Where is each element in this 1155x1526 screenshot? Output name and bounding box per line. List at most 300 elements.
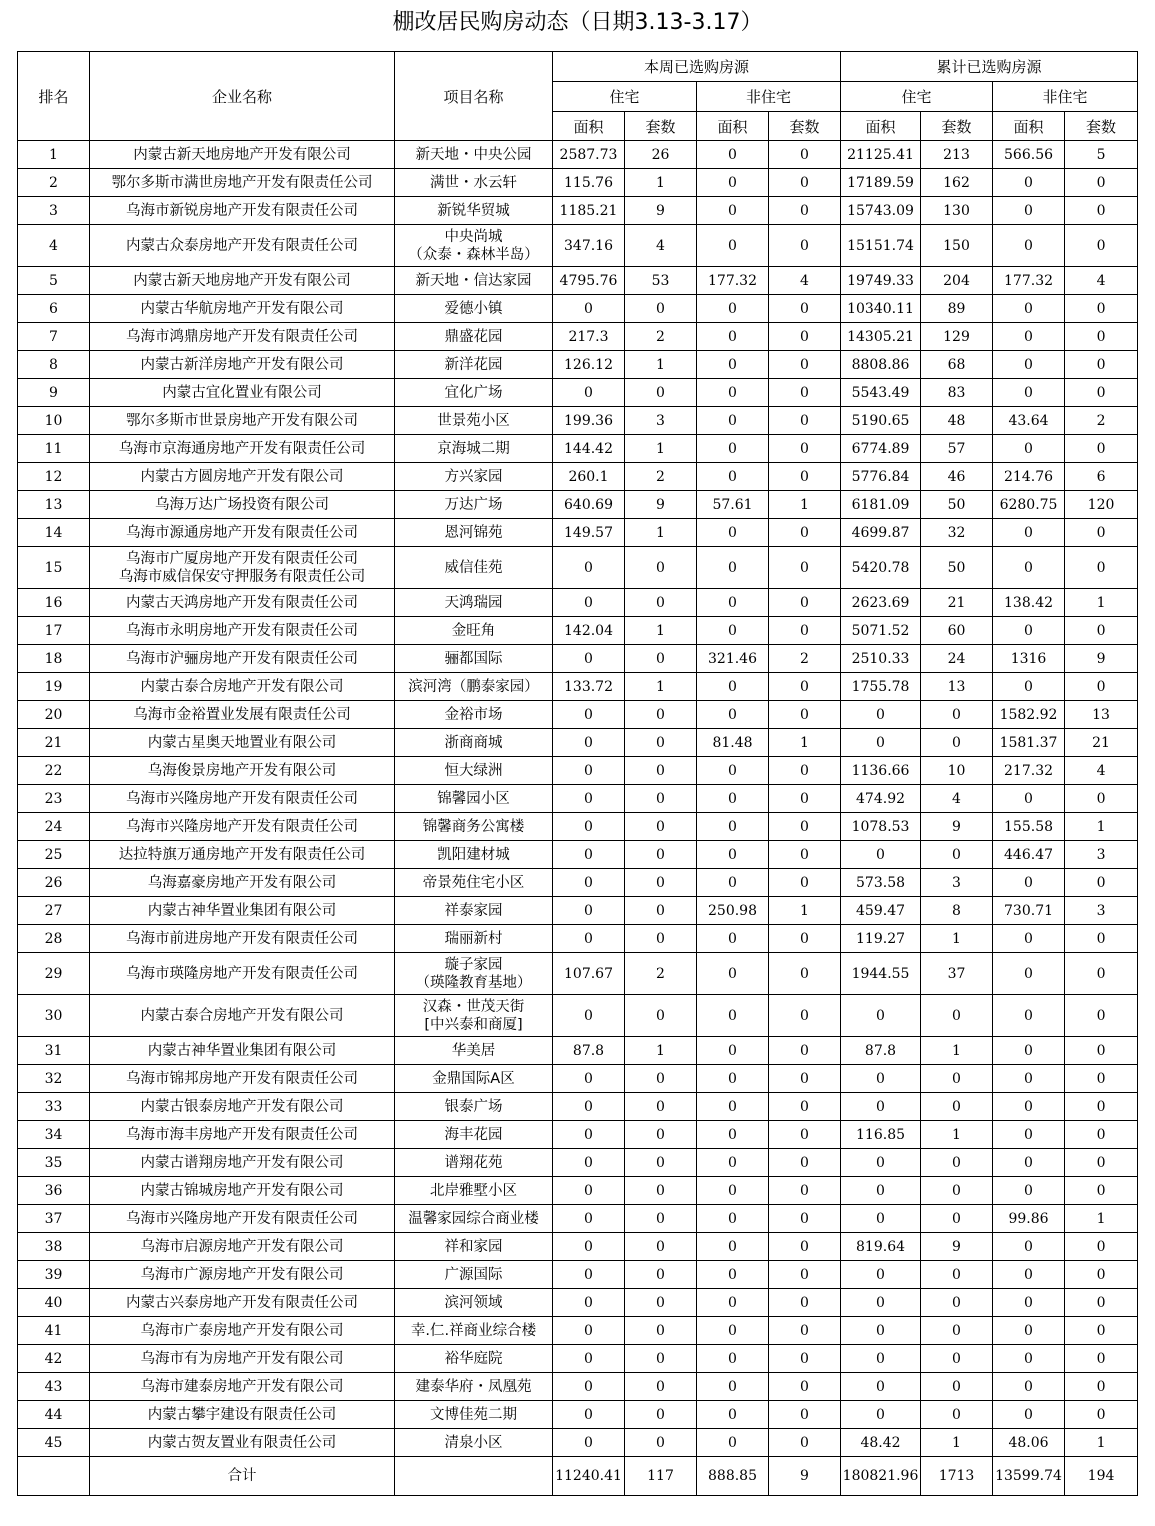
company-cell (90, 673, 395, 701)
project-cell (395, 519, 553, 547)
week-res-units-cell: 9 (625, 197, 697, 225)
cum-res-area-cell: 6774.89 (841, 435, 921, 463)
project-cell-line: 幸.仁.祥商业综合楼 (410, 1322, 537, 1339)
rank-cell: 5 (18, 267, 90, 295)
table-row (18, 1205, 1138, 1233)
cum-nonres-area-cell: 1582.92 (993, 701, 1065, 729)
project-cell (395, 295, 553, 323)
week-res-units-cell: 0 (625, 1065, 697, 1093)
header-area: 面积 (993, 112, 1065, 141)
company-cell-line: 乌海市瑛隆房地产开发有限责任公司 (126, 965, 358, 982)
week-nonres-units-cell: 0 (769, 351, 841, 379)
cum-nonres-area-cell: 446.47 (993, 841, 1065, 869)
week-nonres-units-cell: 0 (769, 701, 841, 729)
cum-res-units-cell: 89 (921, 295, 993, 323)
cum-nonres-area-cell: 48.06 (993, 1429, 1065, 1457)
week-res-units-cell: 0 (625, 897, 697, 925)
rank-cell: 24 (18, 813, 90, 841)
project-cell-line: 万达广场 (444, 496, 503, 513)
company-cell-line: 内蒙古神华置业集团有限公司 (147, 902, 337, 919)
cum-nonres-area-cell: 0 (993, 225, 1065, 267)
week-res-units-cell: 0 (625, 1373, 697, 1401)
company-cell (90, 1317, 395, 1345)
cum-nonres-units-cell: 0 (1065, 197, 1138, 225)
cum-nonres-units-cell: 0 (1065, 1093, 1138, 1121)
cum-nonres-area-cell: 0 (993, 197, 1065, 225)
header-area: 面积 (841, 112, 921, 141)
company-cell-line: 乌海俊景房地产开发有限公司 (147, 762, 337, 779)
week-res-units-cell: 0 (625, 1149, 697, 1177)
week-res-area-cell: 0 (553, 757, 625, 785)
company-cell-line: 乌海市金裕置业发展有限责任公司 (133, 706, 351, 723)
project-cell-line: 北岸雅墅小区 (430, 1182, 517, 1199)
cum-nonres-area-cell: 6280.75 (993, 491, 1065, 519)
company-cell (90, 701, 395, 729)
rank-cell: 8 (18, 351, 90, 379)
cum-nonres-units-cell: 2 (1065, 407, 1138, 435)
cum-nonres-area-cell: 214.76 (993, 463, 1065, 491)
company-cell (90, 197, 395, 225)
table-row (18, 953, 1138, 995)
company-cell (90, 1261, 395, 1289)
header-area: 面积 (697, 112, 769, 141)
rank-cell: 34 (18, 1121, 90, 1149)
project-cell (395, 435, 553, 463)
cum-nonres-units-cell: 1 (1065, 813, 1138, 841)
week-nonres-area-cell: 0 (697, 701, 769, 729)
rank-cell: 22 (18, 757, 90, 785)
cum-nonres-units-cell: 0 (1065, 673, 1138, 701)
project-cell-line: （众泰・森林半岛） (408, 246, 539, 263)
week-res-area-cell: 0 (553, 645, 625, 673)
cum-res-units-cell: 0 (921, 1177, 993, 1205)
table-row (18, 267, 1138, 295)
rank-cell: 14 (18, 519, 90, 547)
cum-res-units-cell: 0 (921, 995, 993, 1037)
cum-res-area-cell: 1078.53 (841, 813, 921, 841)
week-nonres-area-cell: 0 (697, 225, 769, 267)
week-res-area-cell: 199.36 (553, 407, 625, 435)
total-cum-res-area: 180821.96 (841, 1457, 921, 1496)
cum-res-area-cell: 17189.59 (841, 169, 921, 197)
cum-res-units-cell: 9 (921, 813, 993, 841)
company-cell-line: 内蒙古泰合房地产开发有限公司 (140, 678, 344, 695)
company-cell-line: 乌海市兴隆房地产开发有限责任公司 (126, 790, 358, 807)
project-cell-line: 汉森・世茂天街 (422, 998, 525, 1015)
project-cell-line: 恩河锦苑 (444, 524, 503, 541)
cum-res-units-cell: 0 (921, 1065, 993, 1093)
company-cell-line: 内蒙古泰合房地产开发有限公司 (140, 1007, 344, 1024)
week-nonres-units-cell: 0 (769, 519, 841, 547)
cum-nonres-units-cell: 0 (1065, 1065, 1138, 1093)
rank-cell: 9 (18, 379, 90, 407)
project-cell-line: 天鸿瑞园 (444, 594, 503, 611)
week-nonres-units-cell: 0 (769, 1093, 841, 1121)
week-res-area-cell: 0 (553, 897, 625, 925)
project-cell (395, 1289, 553, 1317)
header-week-residential: 住宅 (553, 82, 697, 112)
week-res-units-cell: 0 (625, 1429, 697, 1457)
week-res-units-cell: 1 (625, 169, 697, 197)
cum-res-area-cell: 0 (841, 1345, 921, 1373)
table-row (18, 1149, 1138, 1177)
cum-res-area-cell: 0 (841, 1177, 921, 1205)
project-cell-line: 中央尚城 (444, 228, 503, 245)
company-cell (90, 617, 395, 645)
rank-cell: 19 (18, 673, 90, 701)
cum-nonres-area-cell: 0 (993, 953, 1065, 995)
cum-nonres-units-cell: 0 (1065, 435, 1138, 463)
cum-res-units-cell: 0 (921, 841, 993, 869)
cum-res-units-cell: 0 (921, 1289, 993, 1317)
cum-res-units-cell: 0 (921, 1205, 993, 1233)
cum-nonres-units-cell: 0 (1065, 1121, 1138, 1149)
week-nonres-area-cell: 0 (697, 1233, 769, 1261)
table-row (18, 1401, 1138, 1429)
cum-nonres-area-cell: 566.56 (993, 141, 1065, 169)
cum-res-units-cell: 68 (921, 351, 993, 379)
rank-cell: 40 (18, 1289, 90, 1317)
company-cell (90, 925, 395, 953)
project-cell-line: 方兴家园 (444, 468, 503, 485)
cum-nonres-units-cell: 0 (1065, 995, 1138, 1037)
project-cell-line: 祥和家园 (444, 1238, 503, 1255)
cum-nonres-units-cell: 6 (1065, 463, 1138, 491)
total-project-cell (395, 1457, 553, 1496)
cum-res-units-cell: 13 (921, 673, 993, 701)
project-cell-line: 锦馨商务公寓楼 (422, 818, 525, 835)
week-nonres-units-cell: 0 (769, 995, 841, 1037)
cum-res-units-cell: 0 (921, 1149, 993, 1177)
week-res-area-cell: 0 (553, 1233, 625, 1261)
week-nonres-units-cell: 1 (769, 491, 841, 519)
week-res-units-cell: 0 (625, 757, 697, 785)
cum-res-area-cell: 0 (841, 841, 921, 869)
company-cell-line: 内蒙古神华置业集团有限公司 (147, 1042, 337, 1059)
cum-res-units-cell: 1 (921, 925, 993, 953)
header-area: 面积 (553, 112, 625, 141)
cum-nonres-units-cell: 0 (1065, 1289, 1138, 1317)
week-nonres-units-cell: 0 (769, 1065, 841, 1093)
table-row (18, 1065, 1138, 1093)
week-res-area-cell: 0 (553, 1093, 625, 1121)
cum-nonres-units-cell: 0 (1065, 295, 1138, 323)
cum-res-units-cell: 1 (921, 1429, 993, 1457)
header-cumulative: 累计已选购房源 (841, 52, 1138, 82)
project-cell-line: 谱翔花苑 (444, 1154, 503, 1171)
project-cell (395, 351, 553, 379)
company-cell-line: 乌海市建泰房地产开发有限公司 (140, 1378, 344, 1395)
project-cell (395, 1177, 553, 1205)
company-cell (90, 267, 395, 295)
cum-nonres-units-cell: 120 (1065, 491, 1138, 519)
rank-cell: 16 (18, 589, 90, 617)
cum-nonres-area-cell: 99.86 (993, 1205, 1065, 1233)
cum-nonres-units-cell: 0 (1065, 1345, 1138, 1373)
page-title: 棚改居民购房动态（日期3.13-3.17） (392, 10, 763, 35)
week-nonres-area-cell: 0 (697, 141, 769, 169)
table-row (18, 141, 1138, 169)
company-cell (90, 547, 395, 589)
week-res-units-cell: 0 (625, 869, 697, 897)
rank-cell: 15 (18, 547, 90, 589)
week-nonres-units-cell: 0 (769, 463, 841, 491)
cum-res-area-cell: 1944.55 (841, 953, 921, 995)
week-nonres-units-cell: 1 (769, 729, 841, 757)
week-nonres-units-cell: 0 (769, 925, 841, 953)
cum-res-units-cell: 0 (921, 1261, 993, 1289)
table-row (18, 1429, 1138, 1457)
cum-res-units-cell: 8 (921, 897, 993, 925)
week-res-area-cell: 0 (553, 1429, 625, 1457)
company-cell-line: 内蒙古贺友置业有限责任公司 (147, 1434, 337, 1451)
rank-cell: 33 (18, 1093, 90, 1121)
week-nonres-area-cell: 0 (697, 295, 769, 323)
week-nonres-area-cell: 250.98 (697, 897, 769, 925)
week-res-area-cell: 0 (553, 925, 625, 953)
week-res-units-cell: 0 (625, 645, 697, 673)
cum-res-units-cell: 0 (921, 701, 993, 729)
table-row (18, 323, 1138, 351)
company-cell-line: 内蒙古方圆房地产开发有限公司 (140, 468, 344, 485)
company-cell-line: 内蒙古新洋房地产开发有限公司 (140, 356, 344, 373)
total-cum-nonres-units: 194 (1065, 1457, 1138, 1496)
week-res-units-cell: 2 (625, 953, 697, 995)
project-cell (395, 1205, 553, 1233)
week-nonres-area-cell: 0 (697, 589, 769, 617)
header-company: 企业名称 (90, 52, 395, 141)
rank-cell: 28 (18, 925, 90, 953)
week-res-units-cell: 3 (625, 407, 697, 435)
week-res-units-cell: 1 (625, 1037, 697, 1065)
week-res-units-cell: 2 (625, 463, 697, 491)
cum-nonres-units-cell: 0 (1065, 351, 1138, 379)
project-cell (395, 1429, 553, 1457)
cum-res-units-cell: 9 (921, 1233, 993, 1261)
company-cell (90, 1205, 395, 1233)
company-cell-line: 乌海市广厦房地产开发有限责任公司 (126, 550, 358, 567)
company-cell-line: 乌海市前进房地产开发有限责任公司 (126, 930, 358, 947)
company-cell (90, 1093, 395, 1121)
week-nonres-units-cell: 0 (769, 953, 841, 995)
project-cell (395, 1233, 553, 1261)
project-cell-line: 凯阳建材城 (437, 846, 510, 863)
company-cell-line: 内蒙古宜化置业有限公司 (162, 384, 322, 401)
header-units: 套数 (1065, 112, 1138, 141)
project-cell (395, 1317, 553, 1345)
cum-res-area-cell: 5071.52 (841, 617, 921, 645)
table-row (18, 701, 1138, 729)
project-cell (395, 1373, 553, 1401)
week-nonres-area-cell: 0 (697, 785, 769, 813)
project-cell (395, 463, 553, 491)
project-cell-line: 瑞丽新村 (444, 930, 503, 947)
table-row (18, 729, 1138, 757)
week-nonres-area-cell: 0 (697, 1317, 769, 1345)
cum-nonres-area-cell: 0 (993, 995, 1065, 1037)
week-nonres-area-cell: 0 (697, 813, 769, 841)
week-res-area-cell: 0 (553, 813, 625, 841)
company-cell (90, 1345, 395, 1373)
table-row (18, 1317, 1138, 1345)
company-cell-line: 内蒙古谱翔房地产开发有限公司 (140, 1154, 344, 1171)
week-res-area-cell: 0 (553, 1065, 625, 1093)
table-row (18, 925, 1138, 953)
week-nonres-area-cell: 0 (697, 925, 769, 953)
company-cell-line: 乌海市有为房地产开发有限公司 (140, 1350, 344, 1367)
week-nonres-area-cell: 0 (697, 1037, 769, 1065)
cum-res-units-cell: 0 (921, 1345, 993, 1373)
week-nonres-units-cell: 0 (769, 617, 841, 645)
project-cell (395, 491, 553, 519)
cum-nonres-units-cell: 3 (1065, 841, 1138, 869)
week-res-units-cell: 0 (625, 1317, 697, 1345)
table-row (18, 1289, 1138, 1317)
cum-res-area-cell: 10340.11 (841, 295, 921, 323)
company-cell (90, 323, 395, 351)
week-res-units-cell: 0 (625, 379, 697, 407)
table-row (18, 841, 1138, 869)
table-row (18, 295, 1138, 323)
cum-nonres-units-cell: 9 (1065, 645, 1138, 673)
table-row (18, 897, 1138, 925)
cum-nonres-area-cell: 217.32 (993, 757, 1065, 785)
project-cell (395, 1345, 553, 1373)
rank-cell: 7 (18, 323, 90, 351)
cum-res-area-cell: 474.92 (841, 785, 921, 813)
project-cell-line: 新锐华贸城 (437, 202, 510, 219)
cum-res-units-cell: 32 (921, 519, 993, 547)
week-res-area-cell: 2587.73 (553, 141, 625, 169)
week-nonres-area-cell: 0 (697, 995, 769, 1037)
week-res-units-cell: 0 (625, 1345, 697, 1373)
project-cell-line: 海丰花园 (444, 1126, 503, 1143)
project-cell (395, 995, 553, 1037)
table-row (18, 379, 1138, 407)
project-cell (395, 407, 553, 435)
week-res-units-cell: 26 (625, 141, 697, 169)
rank-cell: 35 (18, 1149, 90, 1177)
week-res-units-cell: 0 (625, 1289, 697, 1317)
cum-nonres-units-cell: 0 (1065, 519, 1138, 547)
cum-nonres-area-cell: 0 (993, 617, 1065, 645)
project-cell (395, 729, 553, 757)
company-cell-line: 乌海市海丰房地产开发有限责任公司 (126, 1126, 358, 1143)
cum-nonres-area-cell: 0 (993, 295, 1065, 323)
week-res-units-cell: 1 (625, 617, 697, 645)
week-res-area-cell: 0 (553, 1373, 625, 1401)
project-cell (395, 169, 553, 197)
cum-nonres-area-cell: 0 (993, 435, 1065, 463)
cum-res-area-cell: 15743.09 (841, 197, 921, 225)
project-cell-line: 浙商商城 (444, 734, 503, 751)
week-nonres-area-cell: 81.48 (697, 729, 769, 757)
company-cell-line: 达拉特旗万通房地产开发有限责任公司 (118, 846, 366, 863)
rank-cell: 39 (18, 1261, 90, 1289)
week-nonres-units-cell: 0 (769, 1205, 841, 1233)
cum-nonres-area-cell: 0 (993, 323, 1065, 351)
table-row (18, 435, 1138, 463)
cum-res-units-cell: 24 (921, 645, 993, 673)
cum-nonres-area-cell: 0 (993, 869, 1065, 897)
cum-res-area-cell: 0 (841, 1373, 921, 1401)
company-cell (90, 1121, 395, 1149)
table-row (18, 757, 1138, 785)
week-nonres-area-cell: 321.46 (697, 645, 769, 673)
cum-nonres-units-cell: 0 (1065, 547, 1138, 589)
company-cell-line: 鄂尔多斯市世景房地产开发有限公司 (126, 412, 358, 429)
week-nonres-area-cell: 0 (697, 547, 769, 589)
rank-cell: 27 (18, 897, 90, 925)
cum-res-units-cell: 50 (921, 547, 993, 589)
project-cell-line: 恒大绿洲 (444, 762, 503, 779)
table-row (18, 617, 1138, 645)
week-nonres-units-cell: 0 (769, 1289, 841, 1317)
rank-cell: 43 (18, 1373, 90, 1401)
cum-res-units-cell: 0 (921, 1317, 993, 1345)
week-res-area-cell: 0 (553, 869, 625, 897)
cum-res-units-cell: 10 (921, 757, 993, 785)
week-nonres-units-cell: 0 (769, 379, 841, 407)
week-res-units-cell: 1 (625, 519, 697, 547)
company-cell (90, 295, 395, 323)
rank-cell: 32 (18, 1065, 90, 1093)
company-cell (90, 645, 395, 673)
project-cell-line: 新天地・中央公园 (415, 146, 532, 163)
rank-cell: 30 (18, 995, 90, 1037)
week-res-units-cell: 0 (625, 813, 697, 841)
company-cell (90, 953, 395, 995)
rank-cell: 44 (18, 1401, 90, 1429)
cum-res-area-cell: 87.8 (841, 1037, 921, 1065)
project-cell (395, 617, 553, 645)
company-cell-line: 内蒙古星奥天地置业有限公司 (147, 734, 337, 751)
week-res-units-cell: 1 (625, 673, 697, 701)
cum-res-area-cell: 459.47 (841, 897, 921, 925)
project-cell (395, 379, 553, 407)
company-cell (90, 351, 395, 379)
rank-cell: 20 (18, 701, 90, 729)
total-week-res-units: 117 (625, 1457, 697, 1496)
project-cell (395, 1121, 553, 1149)
cum-nonres-units-cell: 0 (1065, 1037, 1138, 1065)
project-cell (395, 841, 553, 869)
week-nonres-area-cell: 0 (697, 617, 769, 645)
rank-cell: 36 (18, 1177, 90, 1205)
cum-res-units-cell: 3 (921, 869, 993, 897)
project-cell-line: 金裕市场 (444, 706, 503, 723)
week-nonres-units-cell: 0 (769, 1429, 841, 1457)
week-res-area-cell: 126.12 (553, 351, 625, 379)
week-res-area-cell: 1185.21 (553, 197, 625, 225)
week-nonres-units-cell: 0 (769, 1177, 841, 1205)
week-res-area-cell: 4795.76 (553, 267, 625, 295)
week-res-area-cell: 260.1 (553, 463, 625, 491)
cum-nonres-units-cell: 0 (1065, 1401, 1138, 1429)
week-nonres-units-cell: 0 (769, 1317, 841, 1345)
cum-res-area-cell: 5543.49 (841, 379, 921, 407)
cum-nonres-units-cell: 0 (1065, 925, 1138, 953)
cum-res-units-cell: 0 (921, 729, 993, 757)
project-cell (395, 547, 553, 589)
rank-cell: 13 (18, 491, 90, 519)
rank-cell: 1 (18, 141, 90, 169)
week-res-area-cell: 217.3 (553, 323, 625, 351)
project-cell (395, 589, 553, 617)
cum-res-units-cell: 130 (921, 197, 993, 225)
week-res-area-cell: 0 (553, 841, 625, 869)
week-nonres-units-cell: 0 (769, 1401, 841, 1429)
